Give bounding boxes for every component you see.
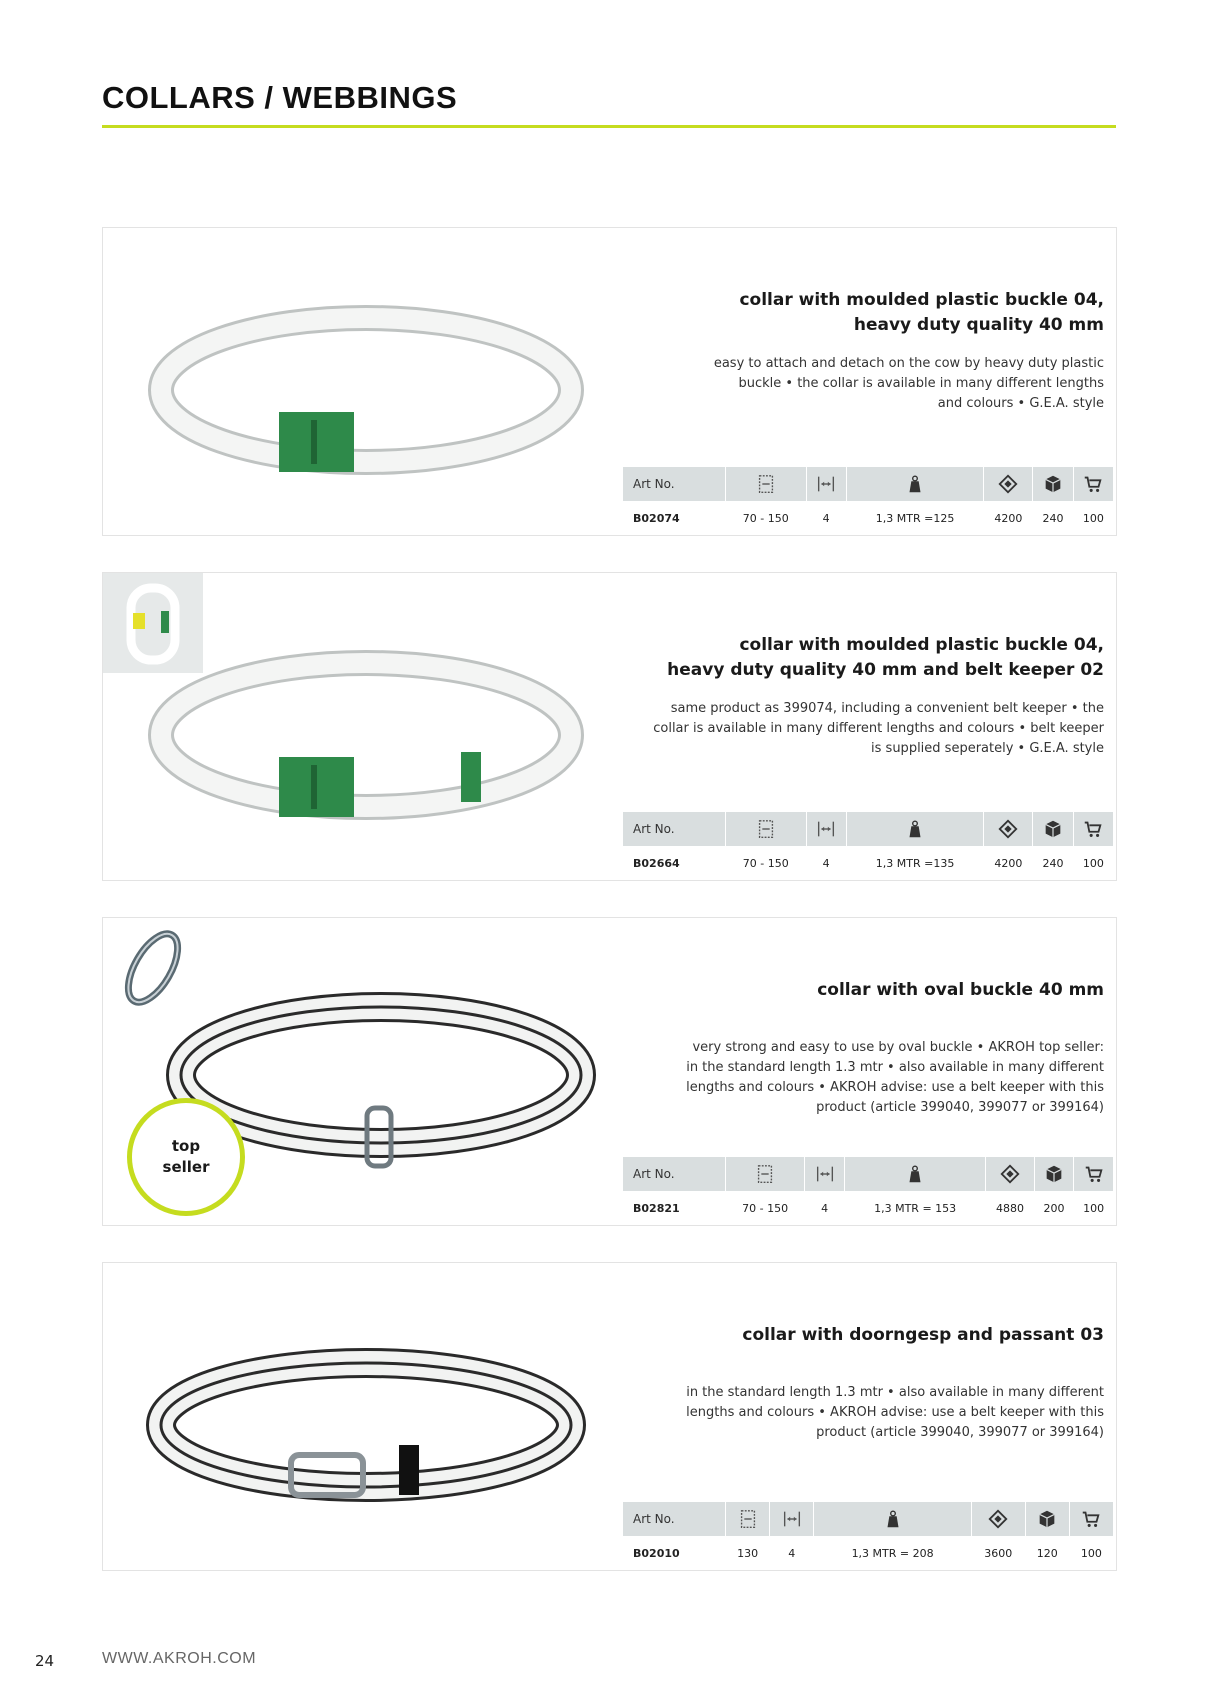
table-row bbox=[623, 502, 1114, 536]
collar-doorngesp-image bbox=[131, 1275, 601, 1545]
weight: 1,3 MTR =125 bbox=[846, 502, 984, 536]
cart-icon bbox=[1069, 1502, 1113, 1537]
length-range: 70 - 150 bbox=[726, 1192, 805, 1226]
weight-icon bbox=[846, 812, 984, 847]
width: 4 bbox=[770, 1537, 814, 1571]
order-qty: 100 bbox=[1074, 1192, 1114, 1226]
box-qty: 120 bbox=[1025, 1537, 1069, 1571]
weight-icon bbox=[846, 467, 984, 502]
order-qty: 100 bbox=[1073, 847, 1113, 881]
pallet-icon bbox=[984, 812, 1033, 847]
order-qty: 100 bbox=[1073, 502, 1113, 536]
product-card bbox=[102, 1262, 1117, 1571]
art-number: B02821 bbox=[623, 1192, 726, 1226]
width-icon bbox=[805, 1157, 845, 1192]
product-title: collar with oval buckle 40 mm bbox=[817, 980, 1104, 1000]
length-range-icon bbox=[726, 1502, 770, 1537]
pallet-icon bbox=[986, 1157, 1034, 1192]
product-title: collar with doorngesp and passant 03 bbox=[742, 1325, 1104, 1345]
cart-icon bbox=[1073, 467, 1113, 502]
length-range: 70 - 150 bbox=[726, 502, 807, 536]
art-number: B02074 bbox=[623, 502, 726, 536]
product-title: collar with moulded plastic buckle 04, heavy duty quality 40 mm bbox=[739, 290, 1104, 335]
art-no-header: Art No. bbox=[623, 1502, 726, 1537]
length-range-icon bbox=[726, 812, 807, 847]
weight: 1,3 MTR = 208 bbox=[814, 1537, 972, 1571]
pallet-icon bbox=[971, 1502, 1025, 1537]
page-title: COLLARS / WEBBINGS bbox=[102, 80, 458, 115]
art-no-header: Art No. bbox=[623, 812, 726, 847]
art-number: B02664 bbox=[623, 847, 726, 881]
width-icon bbox=[806, 812, 846, 847]
pallet-qty: 4880 bbox=[986, 1192, 1034, 1226]
collar-plastic-buckle-image bbox=[131, 240, 601, 510]
art-no-header: Art No. bbox=[623, 467, 726, 502]
length-range: 70 - 150 bbox=[726, 847, 807, 881]
order-qty: 100 bbox=[1069, 1537, 1113, 1571]
length-range: 130 bbox=[726, 1537, 770, 1571]
box-qty: 200 bbox=[1034, 1192, 1074, 1226]
spec-table bbox=[623, 1502, 1114, 1570]
product-card bbox=[102, 227, 1117, 536]
table-row bbox=[623, 1537, 1114, 1571]
footer-url[interactable]: WWW.AKROH.COM bbox=[102, 1650, 257, 1667]
product-title: collar with moulded plastic buckle 04, heavy duty quality 40 mm and belt keeper 02 bbox=[667, 635, 1104, 680]
weight: 1,3 MTR =135 bbox=[846, 847, 984, 881]
spec-table bbox=[623, 467, 1114, 535]
collar-with-belt-keeper-image bbox=[131, 585, 601, 855]
pallet-qty: 4200 bbox=[984, 502, 1033, 536]
product-card bbox=[102, 917, 1117, 1226]
box-icon bbox=[1025, 1502, 1069, 1537]
product-description: same product as 399074, including a convenient belt keeper • the collar is available in many different lengths and colours • belt keeper is supplied seperately • G.E.A. style bbox=[653, 701, 1104, 756]
width: 4 bbox=[806, 847, 846, 881]
cart-icon bbox=[1074, 1157, 1114, 1192]
length-range-icon bbox=[726, 467, 807, 502]
length-range-icon bbox=[726, 1157, 805, 1192]
title-divider bbox=[102, 125, 1116, 128]
table-row bbox=[623, 847, 1114, 881]
weight-icon bbox=[814, 1502, 972, 1537]
pallet-icon bbox=[984, 467, 1033, 502]
spec-table bbox=[623, 812, 1114, 880]
product-description: very strong and easy to use by oval buckle • AKROH top seller: in the standard length 1.3 mtr • also available in many different lengths and colours • AKROH advise: use a belt keeper with this product (article 399040, 399077 or 399164) bbox=[686, 1040, 1104, 1115]
weight-icon bbox=[844, 1157, 985, 1192]
product-description: in the standard length 1.3 mtr • also available in many different lengths and colours • AKROH advise: use a belt keeper with this product (article 399040, 399077 or 399164) bbox=[686, 1385, 1104, 1440]
top-seller-badge: top seller bbox=[127, 1098, 245, 1216]
page-number: 24 bbox=[35, 1652, 55, 1670]
table-row bbox=[623, 1192, 1114, 1226]
art-number: B02010 bbox=[623, 1537, 726, 1571]
pallet-qty: 4200 bbox=[984, 847, 1033, 881]
width: 4 bbox=[805, 1192, 845, 1226]
width-icon bbox=[770, 1502, 814, 1537]
spec-table bbox=[623, 1157, 1114, 1225]
box-icon bbox=[1033, 467, 1073, 502]
box-icon bbox=[1034, 1157, 1074, 1192]
art-no-header: Art No. bbox=[623, 1157, 726, 1192]
cart-icon bbox=[1073, 812, 1113, 847]
product-description: easy to attach and detach on the cow by heavy duty plastic buckle • the collar is available in many different lengths and colours • G.E.A. style bbox=[713, 356, 1104, 411]
pallet-qty: 3600 bbox=[971, 1537, 1025, 1571]
box-qty: 240 bbox=[1033, 502, 1073, 536]
width: 4 bbox=[806, 502, 846, 536]
box-icon bbox=[1033, 812, 1073, 847]
box-qty: 240 bbox=[1033, 847, 1073, 881]
product-card bbox=[102, 572, 1117, 881]
weight: 1,3 MTR = 153 bbox=[844, 1192, 985, 1226]
width-icon bbox=[806, 467, 846, 502]
